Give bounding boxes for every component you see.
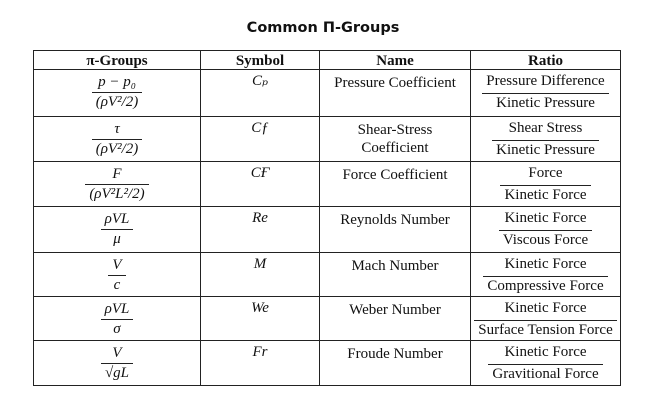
symbol-cell — [201, 117, 320, 162]
ratio-cell — [471, 162, 621, 207]
name-text: Froude Number — [347, 346, 443, 362]
fraction-numerator: ρVL — [104, 301, 130, 317]
ratio-fraction — [488, 343, 602, 384]
fraction-numerator: F — [112, 166, 122, 182]
ratio-denominator: Kinetic Pressure — [492, 140, 599, 160]
table-row — [34, 207, 621, 253]
fraction-denominator: c — [108, 275, 125, 295]
table-row — [34, 297, 621, 341]
fraction-numerator: V — [112, 257, 122, 273]
pi-group-fraction — [85, 165, 148, 204]
ratio-numerator: Force — [528, 165, 563, 181]
name-text: Force Coefficient — [342, 167, 448, 183]
ratio-cell — [471, 341, 621, 386]
ratio-fraction — [483, 255, 607, 296]
symbol-cell — [201, 70, 320, 117]
pi-group-fraction — [108, 256, 125, 295]
ratio-fraction — [482, 72, 608, 113]
ratio-cell — [471, 70, 621, 117]
header-name: Name — [320, 51, 471, 70]
ratio-numerator: Pressure Difference — [486, 73, 605, 89]
pi-group-cell — [34, 117, 201, 162]
pi-group-fraction — [101, 300, 134, 339]
name-text: Shear-Stress — [357, 122, 433, 138]
ratio-numerator: Kinetic Force — [504, 210, 587, 226]
ratio-fraction — [499, 209, 592, 250]
header-pi-groups: π-Groups — [34, 51, 201, 70]
fraction-denominator: (ρV²L²/2) — [85, 184, 148, 204]
pi-groups-table — [33, 50, 621, 386]
symbol-text: CҒ — [250, 165, 270, 181]
table-row — [34, 162, 621, 207]
ratio-numerator: Shear Stress — [508, 120, 583, 136]
pi-group-fraction — [92, 73, 143, 112]
ratio-denominator: Gravitional Force — [488, 364, 602, 384]
ratio-numerator: Kinetic Force — [504, 256, 587, 272]
fraction-numerator: τ — [114, 121, 120, 137]
symbol-cell — [201, 162, 320, 207]
symbol-text: Fr — [252, 344, 268, 360]
ratio-fraction — [474, 299, 616, 340]
name-block — [320, 74, 470, 92]
ratio-denominator: Compressive Force — [483, 276, 607, 296]
fraction-numerator: V — [112, 345, 122, 361]
header-ratio: Ratio — [471, 51, 621, 70]
pi-group-cell — [34, 253, 201, 297]
symbol-cell — [201, 297, 320, 341]
symbol-text: Cₚ — [251, 73, 268, 89]
table-row — [34, 253, 621, 297]
pi-group-cell — [34, 207, 201, 253]
name-text: Reynolds Number — [340, 212, 450, 228]
ratio-fraction — [500, 164, 590, 205]
symbol-cell — [201, 341, 320, 386]
fraction-denominator: σ — [101, 319, 134, 339]
table-title: Common Π-Groups — [246, 20, 400, 36]
header-row — [34, 51, 621, 70]
table-row — [34, 341, 621, 386]
name-cell — [320, 207, 471, 253]
pi-group-cell — [34, 70, 201, 117]
pi-group-cell — [34, 162, 201, 207]
name-block — [320, 301, 470, 319]
name-text: Weber Number — [349, 302, 441, 318]
name-block — [320, 345, 470, 363]
fraction-denominator: μ — [101, 229, 134, 249]
name-block — [320, 211, 470, 229]
name-cell — [320, 253, 471, 297]
name-text: Pressure Coefficient — [334, 75, 456, 91]
name-cell — [320, 117, 471, 162]
ratio-denominator: Surface Tension Force — [474, 320, 616, 340]
symbol-text: Cƒ — [251, 120, 269, 136]
name-cell — [320, 341, 471, 386]
name-block — [320, 121, 470, 157]
ratio-fraction — [492, 119, 599, 160]
ratio-denominator: Viscous Force — [499, 230, 592, 250]
table-row — [34, 70, 621, 117]
symbol-text: M — [253, 256, 267, 272]
ratio-cell — [471, 117, 621, 162]
symbol-cell — [201, 207, 320, 253]
header-symbol: Symbol — [201, 51, 320, 70]
ratio-denominator: Kinetic Force — [500, 185, 590, 205]
name-text: Mach Number — [351, 258, 439, 274]
name-block — [320, 166, 470, 184]
fraction-denominator: √gL — [101, 363, 133, 383]
name-cell — [320, 162, 471, 207]
symbol-cell — [201, 253, 320, 297]
name-cell — [320, 297, 471, 341]
pi-group-cell — [34, 297, 201, 341]
table-row — [34, 117, 621, 162]
pi-group-fraction — [101, 344, 133, 383]
name-text: Coefficient — [361, 140, 429, 156]
pi-group-cell — [34, 341, 201, 386]
ratio-numerator: Kinetic Force — [504, 300, 587, 316]
fraction-denominator: (ρV²/2) — [92, 139, 143, 159]
ratio-cell — [471, 207, 621, 253]
ratio-cell — [471, 253, 621, 297]
symbol-text: We — [251, 300, 269, 316]
name-block — [320, 257, 470, 275]
symbol-text: Re — [252, 210, 268, 226]
ratio-cell — [471, 297, 621, 341]
fraction-numerator: ρVL — [104, 211, 130, 227]
fraction-numerator: p − p₀ — [98, 74, 136, 90]
ratio-numerator: Kinetic Force — [504, 344, 587, 360]
pi-group-fraction — [92, 120, 143, 159]
pi-group-fraction — [101, 210, 134, 249]
fraction-denominator: (ρV²/2) — [92, 92, 143, 112]
name-cell — [320, 70, 471, 117]
ratio-denominator: Kinetic Pressure — [482, 93, 608, 113]
